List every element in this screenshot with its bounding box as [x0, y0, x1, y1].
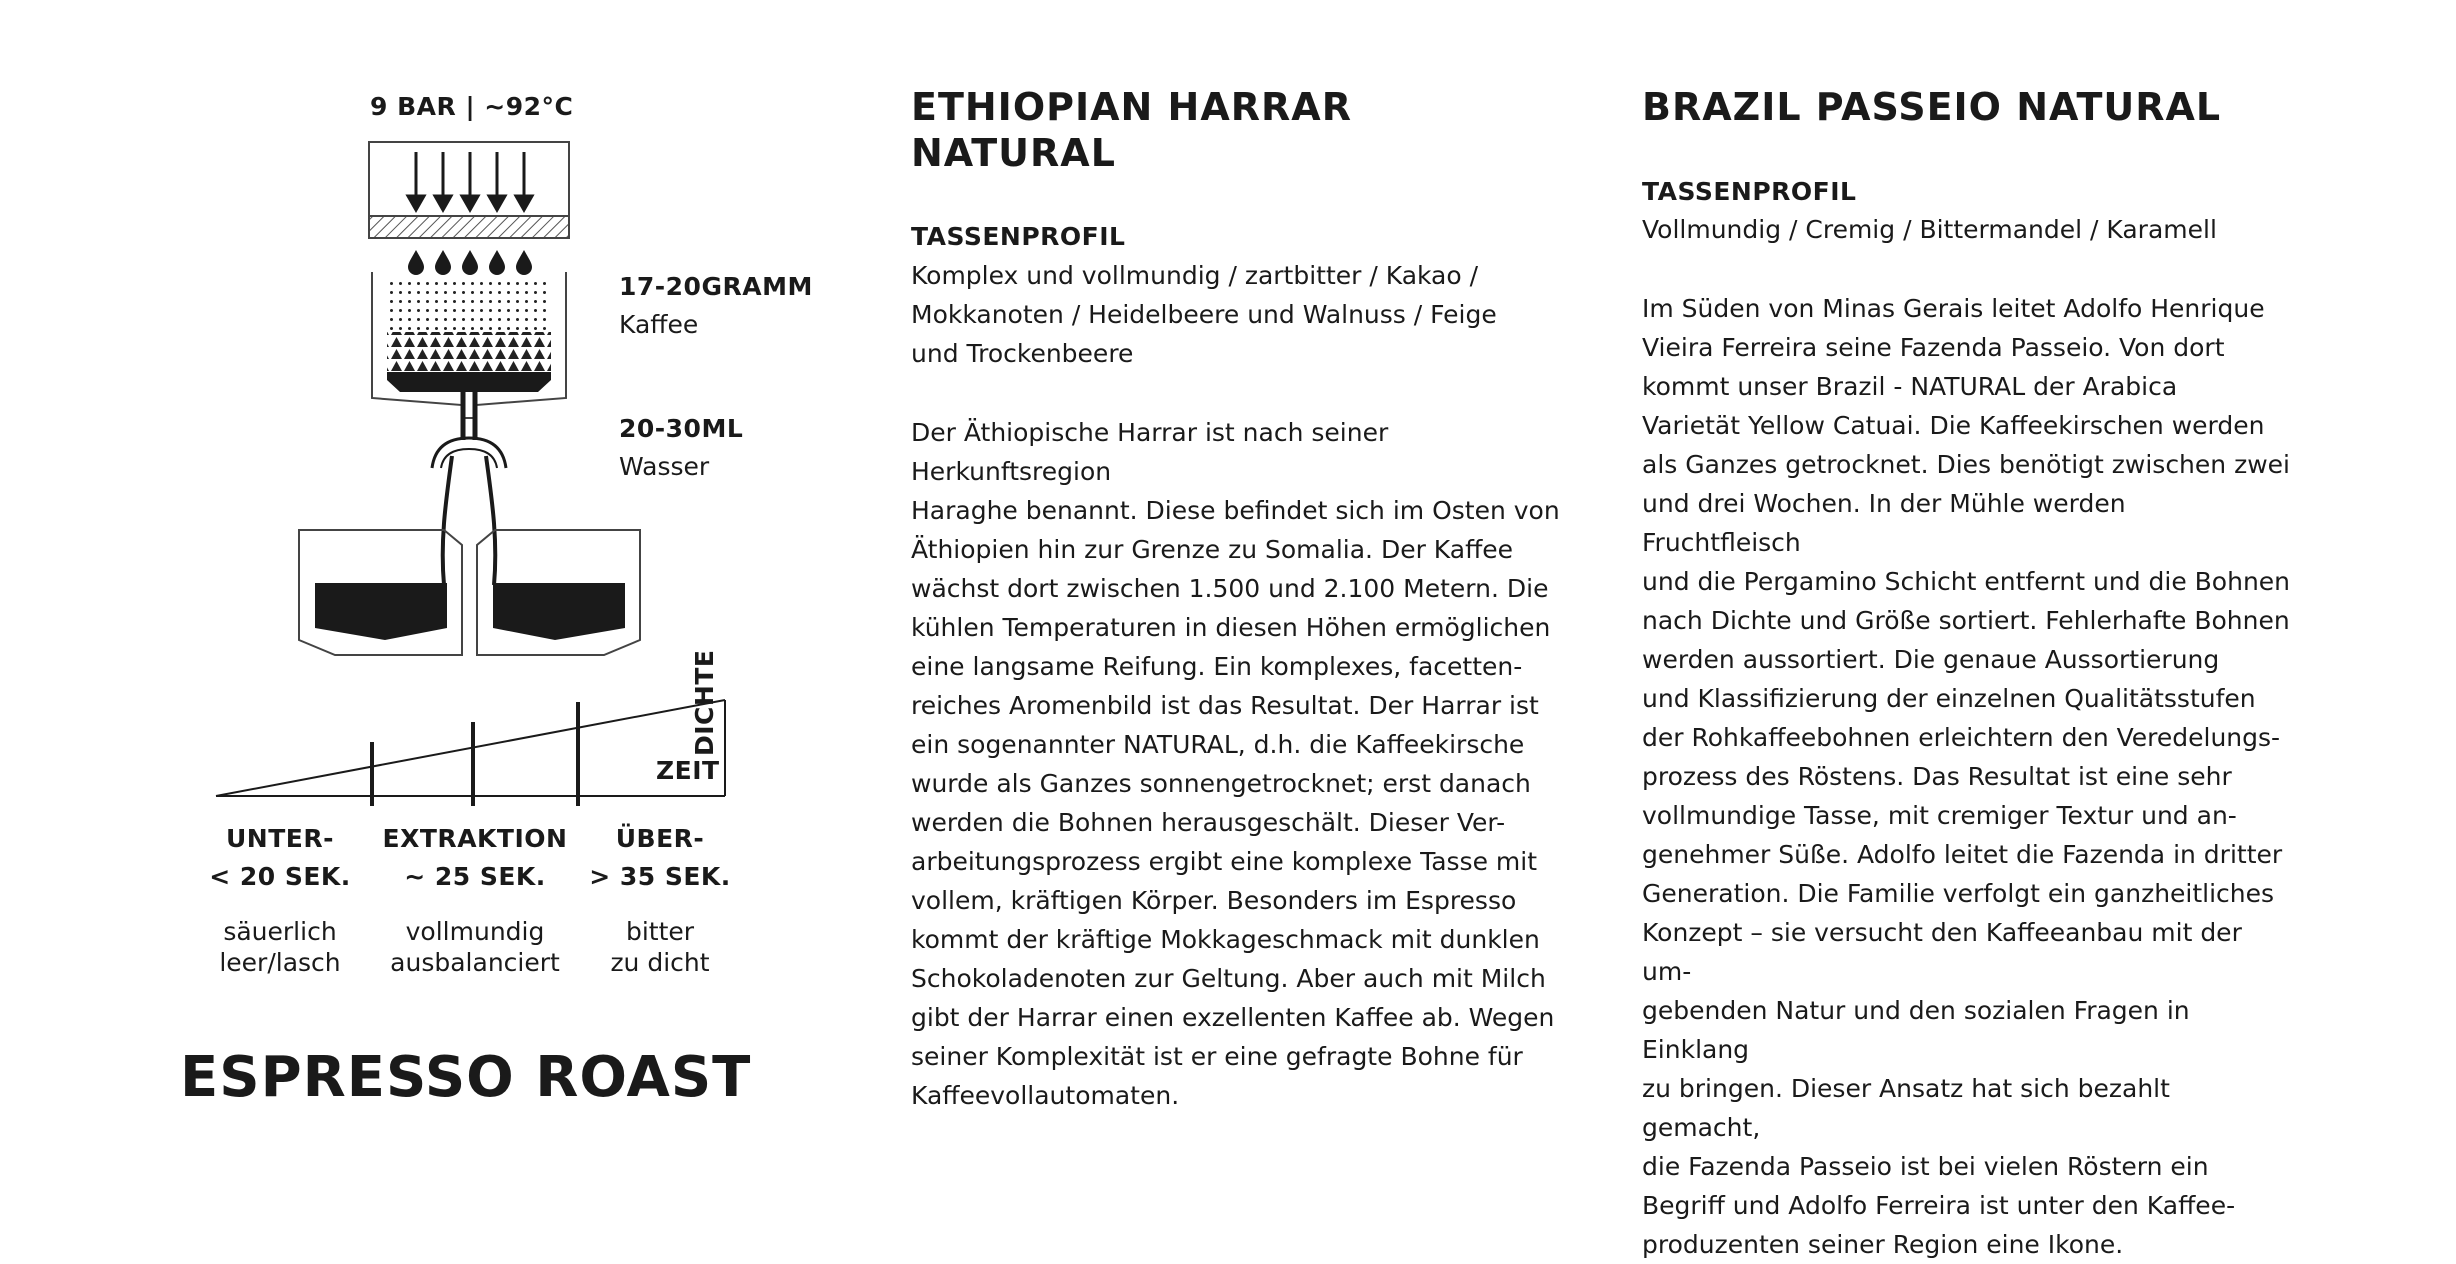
text-line: werden die Bohnen herausgeschält. Dieser Ver-	[911, 807, 1506, 837]
text-line: und Klassifizierung der einzelnen Qualitätsstufen	[1642, 684, 2256, 714]
portafilter-basket-icon	[372, 272, 566, 418]
text-line: Vieira Ferreira seine Fazenda Passeio. Von dort	[1642, 333, 2225, 363]
coffee-dose-unit: Kaffee	[619, 310, 699, 339]
text-line: der Rohkaffeebohnen erleichtern den Veredelungs-	[1642, 723, 2281, 753]
espresso-machine-illustration	[0, 0, 900, 900]
text-line: wurde als Ganzes sonnengetrocknet; erst danach	[911, 768, 1531, 798]
text-line: Begriff und Adolfo Ferreira ist unter den Kaffee-	[1642, 1191, 2236, 1221]
phase-taste-1: säuerlich	[223, 917, 337, 946]
phase-extraction	[370, 820, 580, 978]
coffee-dose-amount: 17-20GRAMM	[619, 272, 813, 301]
text-line: wächst dort zwischen 1.500 und 2.100 Metern. Die	[911, 573, 1549, 603]
text-line: Haraghe benannt. Diese befindet sich im Osten von	[911, 495, 1560, 525]
text-line: Konzept – sie versucht den Kaffeeanbau mit der um-	[1642, 918, 2242, 987]
phase-time: ~ 25 SEK.	[404, 862, 546, 891]
text-line: prozess des Röstens. Das Resultat ist eine sehr	[1642, 762, 2232, 792]
text-line: vollmundige Tasse, mit cremiger Textur und an-	[1642, 801, 2237, 831]
group-head-icon	[369, 142, 569, 238]
text-line: nach Dichte und Größe sortiert. Fehlerhafte Bohnen	[1642, 606, 2290, 636]
phase-name: ÜBER-	[615, 824, 705, 853]
spout-icon	[432, 392, 506, 585]
text-line: zu bringen. Dieser Ansatz hat sich bezahlt gemacht,	[1642, 1074, 2170, 1143]
phase-name: UNTER-	[226, 824, 334, 853]
phase-over-extraction	[580, 820, 740, 978]
cup-profile-text	[1642, 210, 2292, 249]
cup-profile-heading: TASSENPROFIL	[911, 222, 1126, 252]
axis-density-label: DICHTE	[690, 649, 719, 756]
text-line: und Trockenbeere	[911, 338, 1134, 368]
text-line: Im Süden von Minas Gerais leitet Adolfo Henrique	[1642, 294, 2265, 324]
phase-name: EXTRAKTION	[382, 824, 568, 853]
text-line: Äthiopien hin zur Grenze zu Somalia. Der Kaffee	[911, 534, 1514, 564]
phase-taste-1: vollmundig	[405, 917, 545, 946]
water-volume-label	[619, 410, 743, 486]
text-line: kommt der kräftige Mokkageschmack mit dunklen	[911, 924, 1540, 954]
coffee-title: ETHIOPIAN HARRAR NATURAL	[911, 85, 1352, 175]
phase-time: > 35 SEK.	[589, 862, 731, 891]
text-line: Der Äthiopische Harrar ist nach seiner Herkunftsregion	[911, 417, 1389, 486]
cup-profile-text	[911, 256, 1561, 373]
text-line: Vollmundig / Cremig / Bittermandel / Karamell	[1642, 215, 2217, 245]
coffee-brazil-passeio	[1642, 85, 2292, 1264]
text-line: Schokoladenoten zur Geltung. Aber auch mit Milch	[911, 963, 1546, 993]
coffee-dose-label	[619, 268, 813, 344]
espresso-cups-icon	[299, 530, 640, 655]
phase-taste-1: bitter	[625, 917, 695, 946]
axis-time-label: ZEIT	[656, 756, 720, 785]
water-drops-icon	[408, 250, 532, 275]
text-line: arbeitungsprozess ergibt eine komplexe Tasse mit	[911, 846, 1538, 876]
pressure-temperature-label: 9 BAR | ~92°C	[370, 92, 574, 121]
coffee-description	[911, 413, 1561, 1115]
cup-profile-heading: TASSENPROFIL	[1642, 176, 1857, 206]
text-line: kühlen Temperaturen in diesen Höhen ermöglichen	[911, 612, 1551, 642]
phase-under-extraction	[180, 820, 380, 978]
text-line: Varietät Yellow Catuai. Die Kaffeekirschen werden	[1642, 411, 2265, 441]
text-line: Komplex und vollmundig / zartbitter / Kakao /	[911, 260, 1479, 290]
water-volume-unit: Wasser	[619, 452, 710, 481]
coffee-description	[1642, 289, 2292, 1264]
text-line: und drei Wochen. In der Mühle werden Fruchtfleisch	[1642, 489, 2126, 558]
coffee-title: BRAZIL PASSEIO NATURAL	[1642, 85, 2222, 129]
phase-taste-2: leer/lasch	[219, 948, 341, 977]
text-line: Generation. Die Familie verfolgt ein ganzheitliches	[1642, 879, 2275, 909]
text-line: gibt der Harrar einen exzellenten Kaffee ab. Wegen	[911, 1002, 1555, 1032]
text-line: reiches Aromenbild ist das Resultat. Der Harrar ist	[911, 690, 1539, 720]
coffee-ethiopian-harrar	[911, 85, 1561, 1115]
page-title: ESPRESSO ROAST	[180, 1045, 752, 1110]
phase-taste-2: ausbalanciert	[390, 948, 560, 977]
extraction-graph	[216, 700, 725, 806]
text-line: Kaffeevollautomaten.	[911, 1080, 1180, 1110]
text-line: als Ganzes getrocknet. Dies benötigt zwischen zwei	[1642, 450, 2290, 480]
text-line: werden aussortiert. Die genaue Aussortierung	[1642, 645, 2220, 675]
text-line: ein sogenannter NATURAL, d.h. die Kaffeekirsche	[911, 729, 1525, 759]
text-line: genehmer Süße. Adolfo leitet die Fazenda in dritter	[1642, 840, 2283, 870]
text-line: gebenden Natur und den sozialen Fragen in Einklang	[1642, 996, 2190, 1065]
text-line: produzenten seiner Region eine Ikone.	[1642, 1230, 2124, 1260]
water-volume-amount: 20-30ML	[619, 414, 744, 443]
text-line: Mokkanoten / Heidelbeere und Walnuss / Feige	[911, 299, 1497, 329]
phase-time: < 20 SEK.	[209, 862, 351, 891]
text-line: und die Pergamino Schicht entfernt und die Bohnen	[1642, 567, 2291, 597]
text-line: vollem, kräftigen Körper. Besonders im Espresso	[911, 885, 1517, 915]
text-line: seiner Komplexität ist er eine gefragte Bohne für	[911, 1041, 1523, 1071]
text-line: eine langsame Reifung. Ein komplexes, facetten-	[911, 651, 1523, 681]
text-line: die Fazenda Passeio ist bei vielen Röstern ein	[1642, 1152, 2209, 1182]
phase-taste-2: zu dicht	[610, 948, 710, 977]
text-line: kommt unser Brazil - NATURAL der Arabica	[1642, 372, 2178, 402]
